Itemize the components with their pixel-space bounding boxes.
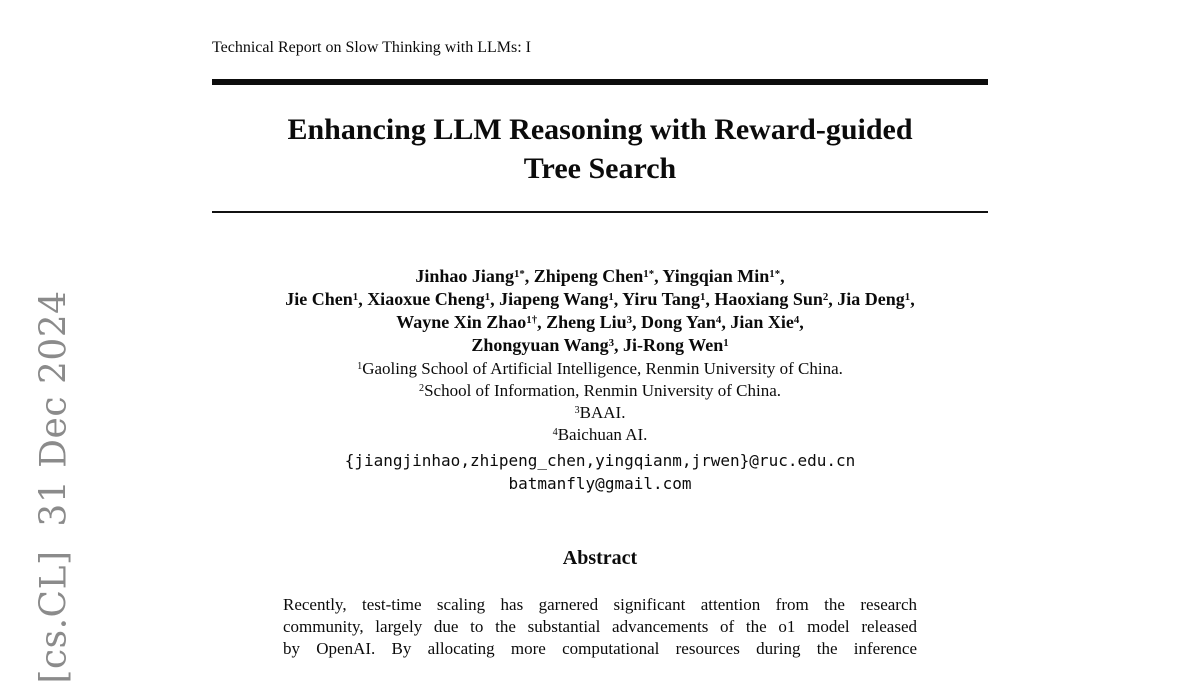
affiliation-line: $^3$BAAI. <box>574 403 626 422</box>
report-series-note: Technical Report on Slow Thinking with LLMs: I <box>212 39 531 56</box>
author-block <box>212 265 988 357</box>
abstract-paragraph <box>283 594 917 660</box>
affiliation-line: $^4$Baichuan AI. <box>552 425 648 444</box>
affiliation-line: $^2$School of Information, Renmin University of China. <box>418 381 782 400</box>
author-line: Jinhao Jiang$^{1*}$, Zhipeng Chen$^{1*}$, Yingqian Min$^{1*}$, <box>415 266 785 286</box>
paper-title-line-1: Enhancing LLM Reasoning with Reward-guided <box>287 113 913 146</box>
affiliation-line: $^1$Gaoling School of Artificial Intelligence, Renmin University of China. <box>357 359 843 378</box>
abstract-heading: Abstract <box>562 547 638 569</box>
title-rule <box>212 211 988 213</box>
email-block <box>212 449 988 495</box>
top-rule <box>212 79 988 85</box>
author-line: Wayne Xin Zhao$^{1\dagger}$, Zheng Liu$^3$, Dong Yan$^4$, Jian Xie$^4$, <box>396 312 804 332</box>
author-line: Jie Chen$^1$, Xiaoxue Cheng$^1$, Jiapeng Wang$^1$, Yiru Tang$^1$, Haoxiang Sun$^2$, Jia Deng$^1$, <box>285 289 915 309</box>
affiliation-block <box>212 358 988 446</box>
email-line: batmanfly@gmail.com <box>508 474 692 493</box>
arxiv-stamp: [cs.CL] 31 Dec 2024 <box>33 290 75 684</box>
paper-title <box>212 110 988 188</box>
author-line: Zhongyuan Wang$^3$, Ji-Rong Wen$^1$ <box>471 335 729 355</box>
paper-title-line-2: Tree Search <box>523 152 677 185</box>
email-line: {jiangjinhao,zhipeng_chen,yingqianm,jrwen}@ruc.edu.cn <box>344 451 856 470</box>
abstract-line: by OpenAI. By allocating more computational resources during the inference <box>283 639 917 658</box>
abstract-line: community, largely due to the substantial advancements of the o1 model released <box>283 617 917 636</box>
abstract-line: Recently, test-time scaling has garnered significant attention from the research <box>283 595 917 614</box>
